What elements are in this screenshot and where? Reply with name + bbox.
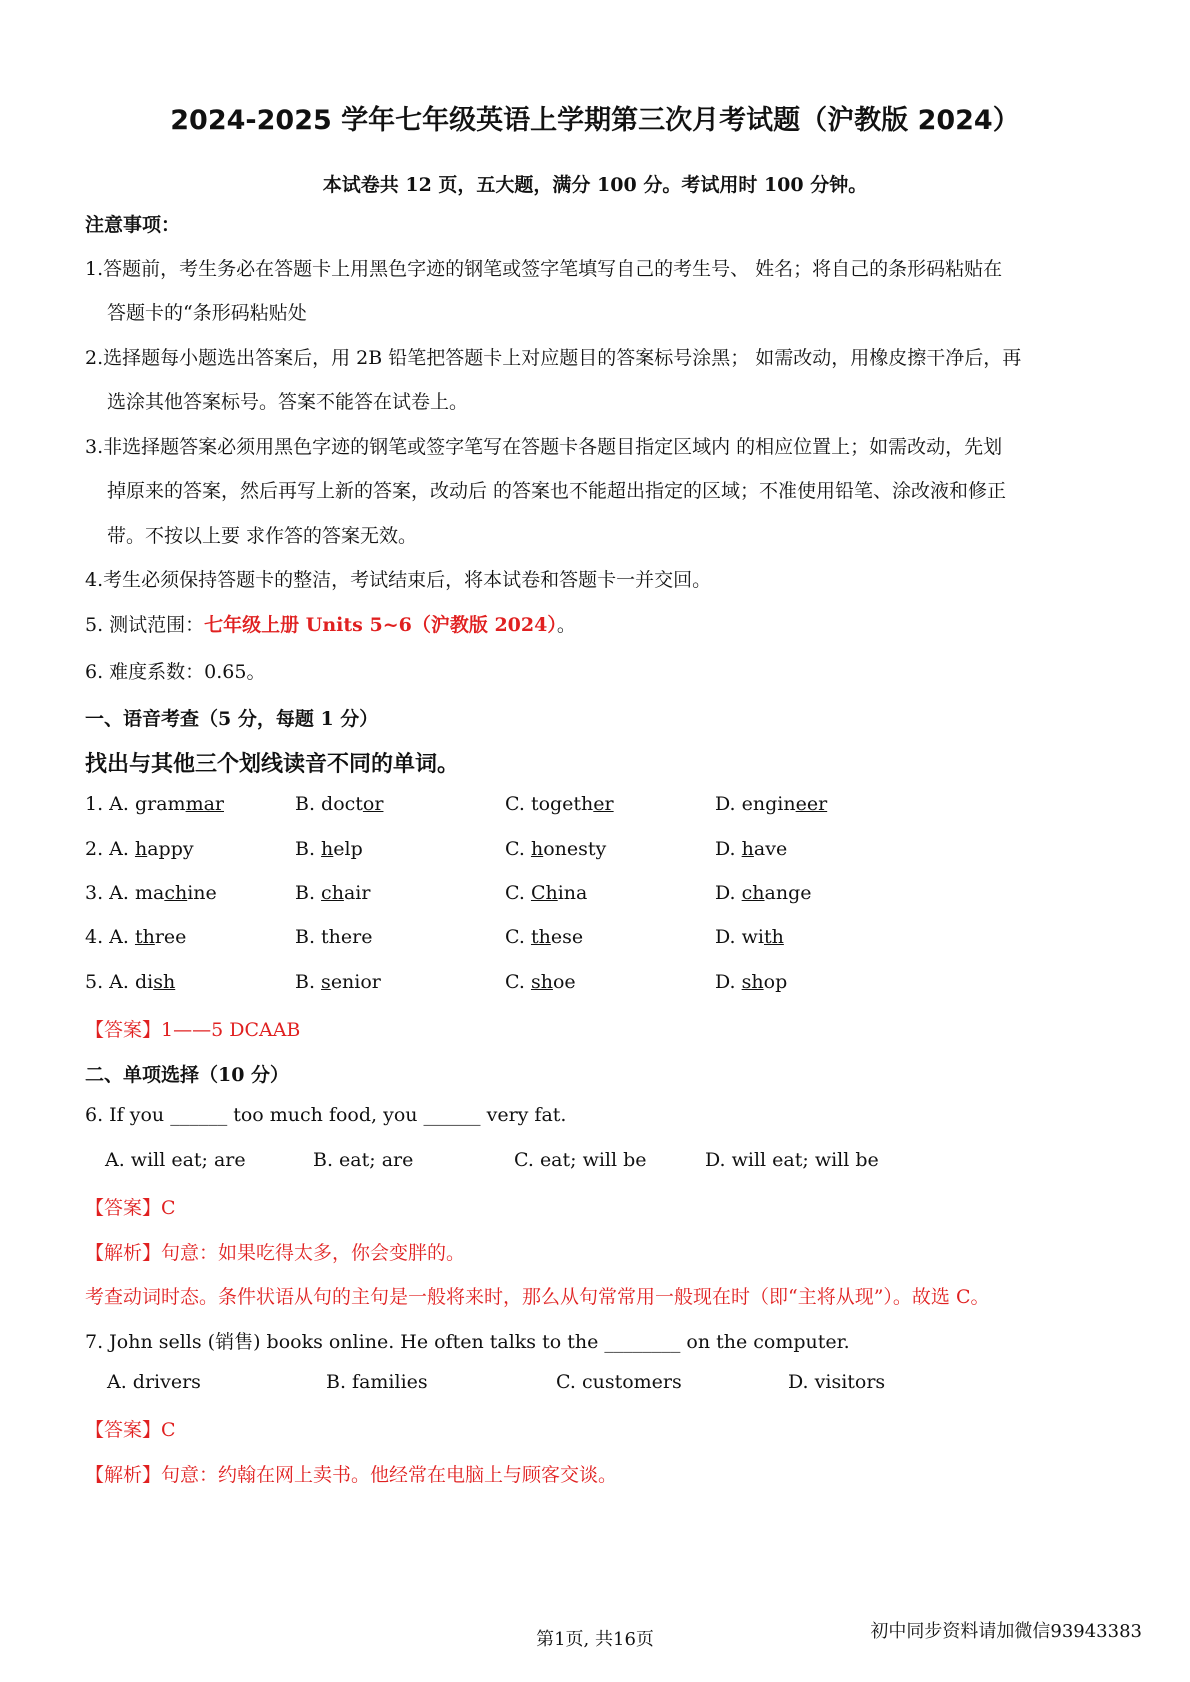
question-1-option-a: 1. A. grammar (85, 793, 224, 815)
section-1-instruction: 找出与其他三个划线读音不同的单词。 (85, 752, 460, 777)
question-3-option-a: 3. A. machine (85, 882, 217, 904)
question-2-option-b: B. help (295, 838, 363, 860)
question-7-option-b: B. families (326, 1371, 428, 1393)
notice-item-4: 4.考生必须保持答题卡的整洁，考试结束后，将本试卷和答题卡一并交回。 (85, 569, 712, 591)
question-3-option-c: C. China (505, 882, 588, 904)
question-2-option-a: 2. A. happy (85, 838, 194, 860)
question-1-option-b: B. doctor (295, 793, 384, 815)
notice-item-5 (85, 610, 576, 637)
page-title: 2024-2025 学年七年级英语上学期第三次月考试题（沪教版 2024） (170, 105, 1020, 136)
question-7-analysis: 【解析】句意：约翰在网上卖书。他经常在电脑上与顾客交谈。 (85, 1464, 618, 1486)
question-6-option-c: C. eat; will be (514, 1149, 647, 1171)
notice-item-3-line-1: 3.非选择题答案必须用黑色字迹的钢笔或签字笔写在答题卡各题目指定区域内 的相应位置上；如需改动，先划 (85, 436, 1003, 458)
test-scope: 七年级上册 Units 5~6（沪教版 2024） (204, 614, 557, 636)
notice-item-3-line-3: 带。不按以上要 求作答的答案无效。 (107, 525, 418, 547)
question-7-option-a: A. drivers (107, 1371, 201, 1393)
question-4-option-b: B. there (295, 926, 373, 948)
notice-item-5-label: 5. 测试范围： (85, 614, 205, 636)
question-3-option-b: B. chair (295, 882, 371, 904)
question-6-stem: 6. If you ______ too much food, you ______ very fat. (85, 1104, 567, 1126)
notice-heading: 注意事项： (85, 214, 181, 236)
footer-note: 初中同步资料请加微信93943383 (870, 1621, 1142, 1642)
question-1-option-d: D. engineer (715, 793, 828, 815)
question-6-option-b: B. eat; are (313, 1149, 414, 1171)
question-1-option-c: C. together (505, 793, 614, 815)
question-3-option-d: D. change (715, 882, 812, 904)
notice-item-5-end: 。 (556, 614, 576, 636)
question-6-option-d: D. will eat; will be (705, 1149, 879, 1171)
question-5-option-d: D. shop (715, 971, 788, 993)
section-1-heading: 一、语音考查（5 分，每题 1 分） (85, 708, 379, 730)
question-2-option-c: C. honesty (505, 838, 607, 860)
question-7-option-c: C. customers (556, 1371, 682, 1393)
notice-item-6: 6. 难度系数：0.65。 (85, 661, 266, 683)
question-7-option-d: D. visitors (788, 1371, 886, 1393)
section-2-heading: 二、单项选择（10 分） (85, 1064, 290, 1086)
notice-item-2-line-1: 2.选择题每小题选出答案后，用 2B 铅笔把答题卡上对应题目的答案标号涂黑； 如需改动，用橡皮擦干净后，再 (85, 347, 1022, 369)
question-7-answer: 【答案】C (85, 1419, 176, 1441)
exam-subtitle: 本试卷共 12 页，五大题，满分 100 分。考试用时 100 分钟。 (322, 174, 868, 196)
notice-item-3-line-2: 掉原来的答案，然后再写上新的答案，改动后 的答案也不能超出指定的区域；不准使用铅笔、涂改液和修正 (107, 480, 1007, 502)
question-5-option-c: C. shoe (505, 971, 576, 993)
question-6-analysis: 【解析】句意：如果吃得太多，你会变胖的。 (85, 1242, 466, 1264)
question-6-answer: 【答案】C (85, 1197, 176, 1219)
notice-item-1-line-1: 1.答题前，考生务必在答题卡上用黑色字迹的钢笔或签字笔填写自己的考生号、 姓名；将自己的条形码粘贴在 (85, 258, 1003, 280)
question-5-option-b: B. senior (295, 971, 381, 993)
question-4-option-d: D. with (715, 926, 784, 948)
section-1-answer: 【答案】1——5 DCAAB (85, 1019, 301, 1041)
notice-item-1-line-2: 答题卡的“条形码粘贴处 (107, 302, 307, 324)
question-5-option-a: 5. A. dish (85, 971, 176, 993)
question-4-option-c: C. these (505, 926, 584, 948)
question-4-option-a: 4. A. three (85, 926, 187, 948)
question-6-explanation: 考查动词时态。条件状语从句的主句是一般将来时，那么从句常常用一般现在时（即“主将从现”）。故选 C。 (85, 1286, 990, 1308)
notice-item-2-line-2: 选涂其他答案标号。答案不能答在试卷上。 (107, 391, 469, 413)
page-number: 第1页, 共16页 (536, 1629, 654, 1650)
question-6-option-a: A. will eat; are (105, 1149, 246, 1171)
question-7-stem: 7. John sells (销售) books online. He often talks to the ________ on the computer. (85, 1331, 850, 1353)
question-2-option-d: D. have (715, 838, 788, 860)
